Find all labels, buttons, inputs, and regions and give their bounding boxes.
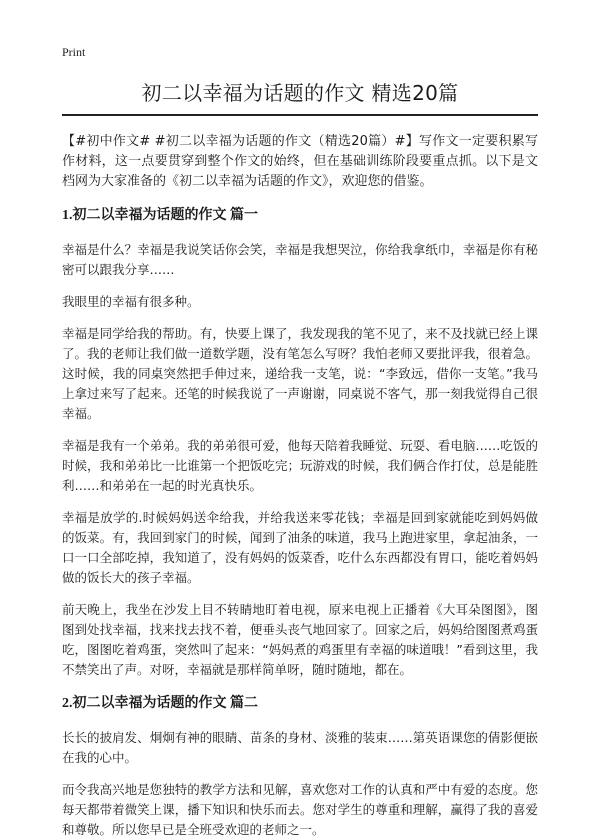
paragraph: 幸福是我有一个弟弟。我的弟弟很可爱，他每天陪着我睡觉、玩耍、看电脑……吃饭的时候，我和弟弟比一比谁第一个把饭吃完；玩游戏的时候，我们俩合作打仗，总是能胜利……和弟弟在一起的时光真快乐。: [62, 438, 538, 493]
section-heading: 1.初二以幸福为话题的作文 篇一: [62, 208, 258, 223]
page-title: 初二以幸福为话题的作文 精选20篇: [141, 81, 459, 105]
paragraph: 幸福是放学的.时候妈妈送伞给我，并给我送来零花钱；幸福是回到家就能吃到妈妈做的饭菜。有，我回到家门的时候，闻到了油条的味道，我马上跑进家里，拿起油条，一口一口全部吃掉，我知道了，没有妈妈的饭菜香，吃什么东西都没有胃口，能吃着妈妈做的饭长大的孩子幸福。: [62, 510, 538, 585]
paragraph: 而令我高兴地是您独特的教学方法和见解，喜欢您对工作的认真和严中有爱的态度。您每天都带着微笑上课，播下知识和快乐而去。您对学生的尊重和理解，赢得了我的喜爱和尊敬。所以您早已是全班受欢迎的老师之一。: [62, 782, 538, 837]
paragraph: 幸福是什么？幸福是我说笑话你会笑，幸福是我想哭泣，你给我拿纸巾，幸福是你有秘密可以跟我分享……: [62, 242, 538, 277]
intro-paragraph: 【#初中作文# #初二以幸福为话题的作文（精选20篇）#】写作文一定要积累写作材料，这一点要贯穿到整个作文的始终，但在基础训练阶段要重点抓。以下是文档网为大家准备的《初二以幸福为话题的作文》，欢迎您的借鉴。: [62, 134, 538, 189]
paragraph: 前天晚上，我坐在沙发上目不转睛地盯着电视，原来电视上正播着《大耳朵图图》，图图到处找幸福，找来找去找不着，便垂头丧气地回家了。回家之后，妈妈给图图煮鸡蛋吃，图图吃着鸡蛋，突然叫了起来：“妈妈煮的鸡蛋里有幸福的味道哦！”看到这里，我不禁笑出了声。对呀，幸福就是那样简单呀，随时随地，都在。: [62, 602, 538, 677]
section-2: [62, 694, 538, 840]
section-heading: 2.初二以幸福为话题的作文 篇二: [62, 696, 258, 711]
paragraph: 幸福是同学给我的帮助。有，快要上课了，我发现我的笔不见了，来不及找就已经上课了。我的老师让我们做一道数学题，没有笔怎么写呀？我怕老师又要批评我，很着急。这时候，我的同桌突然把手伸过来，递给我一支笔，说：“李致远，借你一支笔。”我马上拿过来写了起来。还笔的时候我说了一声谢谢，同桌说不客气，那一刻我觉得自己很幸福。: [62, 326, 538, 421]
print-label: Print: [62, 45, 86, 59]
section-1: [62, 206, 538, 680]
paragraph: 我眼里的幸福有很多种。: [62, 294, 200, 309]
title-divider: [62, 114, 538, 116]
paragraph: 长长的披肩发、炯炯有神的眼睛、苗条的身材、淡雅的装束……第英语课您的倩影便嵌在我的心中。: [62, 730, 538, 765]
